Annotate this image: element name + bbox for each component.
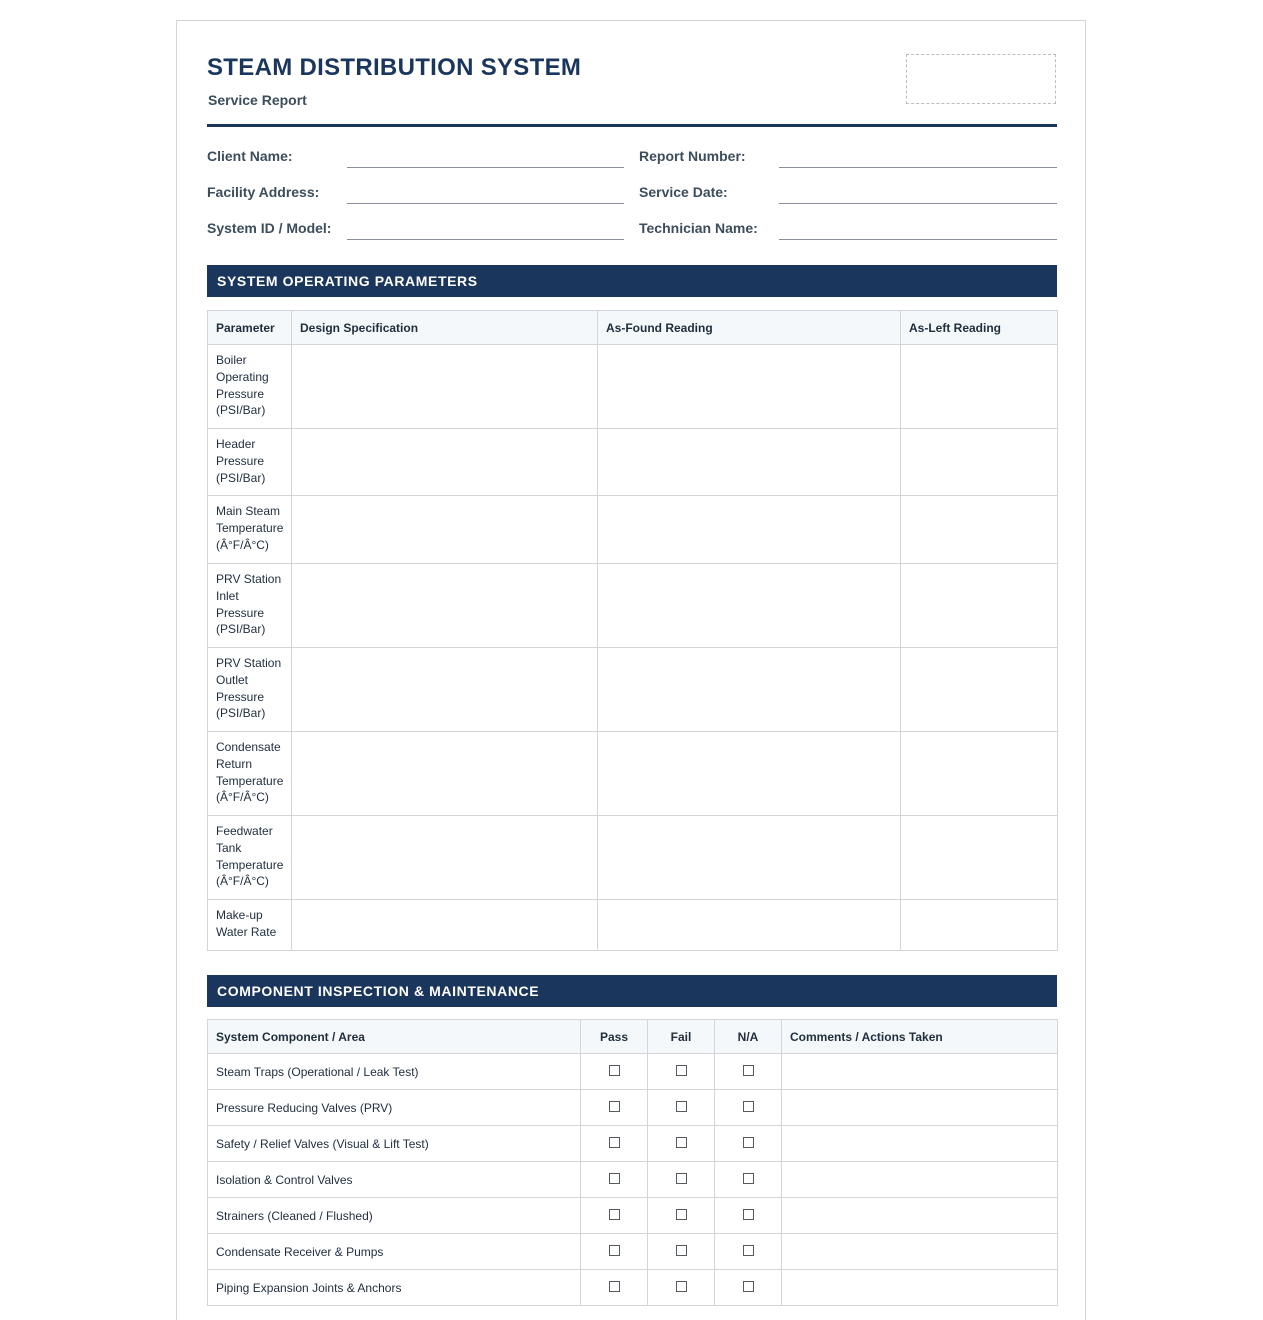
component-inspection-table <box>207 1019 1058 1306</box>
column-header: As-Found Reading <box>598 311 901 345</box>
table-row <box>208 1234 1058 1270</box>
parameter-name: PRV Station Inlet Pressure (PSI/Bar) <box>208 564 292 648</box>
design-spec-cell[interactable] <box>292 496 598 564</box>
fail-checkbox[interactable] <box>676 1245 687 1256</box>
service-date-field[interactable] <box>779 203 1057 204</box>
report-number-field[interactable] <box>779 167 1057 168</box>
technician-name-label: Technician Name: <box>639 220 758 236</box>
table-row <box>208 1198 1058 1234</box>
as-found-cell[interactable] <box>598 496 901 564</box>
table-row <box>208 900 1058 951</box>
as-left-cell[interactable] <box>901 345 1058 429</box>
pass-checkbox[interactable] <box>609 1281 620 1292</box>
comments-cell[interactable] <box>782 1126 1058 1162</box>
comments-cell[interactable] <box>782 1270 1058 1306</box>
na-checkbox[interactable] <box>743 1101 754 1112</box>
fail-checkbox[interactable] <box>676 1137 687 1148</box>
operating-parameters-table <box>207 310 1058 951</box>
pass-checkbox[interactable] <box>609 1137 620 1148</box>
component-name: Strainers (Cleaned / Flushed) <box>208 1198 581 1234</box>
table-row <box>208 648 1058 732</box>
design-spec-cell[interactable] <box>292 429 598 496</box>
component-name: Pressure Reducing Valves (PRV) <box>208 1090 581 1126</box>
table-header-row <box>208 311 1058 345</box>
design-spec-cell[interactable] <box>292 816 598 900</box>
column-header-pass: Pass <box>581 1020 648 1054</box>
operating-parameters-heading: SYSTEM OPERATING PARAMETERS <box>207 265 1057 297</box>
pass-checkbox[interactable] <box>609 1209 620 1220</box>
column-header: Design Specification <box>292 311 598 345</box>
as-found-cell[interactable] <box>598 564 901 648</box>
report-number-label: Report Number: <box>639 148 746 164</box>
table-row <box>208 1162 1058 1198</box>
as-left-cell[interactable] <box>901 732 1058 816</box>
table-row <box>208 1126 1058 1162</box>
component-name: Safety / Relief Valves (Visual & Lift Test) <box>208 1126 581 1162</box>
design-spec-cell[interactable] <box>292 564 598 648</box>
fail-checkbox[interactable] <box>676 1101 687 1112</box>
technician-name-field[interactable] <box>779 239 1057 240</box>
parameter-name: Boiler Operating Pressure (PSI/Bar) <box>208 345 292 429</box>
fail-checkbox[interactable] <box>676 1065 687 1076</box>
parameter-name: Main Steam Temperature (Â°F/Â°C) <box>208 496 292 564</box>
comments-cell[interactable] <box>782 1198 1058 1234</box>
as-found-cell[interactable] <box>598 816 901 900</box>
client-name-label: Client Name: <box>207 148 293 164</box>
table-row <box>208 732 1058 816</box>
column-header-na: N/A <box>715 1020 782 1054</box>
as-found-cell[interactable] <box>598 429 901 496</box>
parameter-name: PRV Station Outlet Pressure (PSI/Bar) <box>208 648 292 732</box>
comments-cell[interactable] <box>782 1054 1058 1090</box>
column-header: System Component / Area <box>208 1020 581 1054</box>
table-row <box>208 816 1058 900</box>
as-found-cell[interactable] <box>598 900 901 951</box>
fail-checkbox[interactable] <box>676 1209 687 1220</box>
table-row <box>208 564 1058 648</box>
facility-address-label: Facility Address: <box>207 184 320 200</box>
as-left-cell[interactable] <box>901 816 1058 900</box>
comments-cell[interactable] <box>782 1090 1058 1126</box>
component-inspection-heading: COMPONENT INSPECTION & MAINTENANCE <box>207 975 1057 1007</box>
parameter-name: Feedwater Tank Temperature (Â°F/Â°C) <box>208 816 292 900</box>
table-row <box>208 496 1058 564</box>
column-header: Parameter <box>208 311 292 345</box>
pass-checkbox[interactable] <box>609 1065 620 1076</box>
table-row <box>208 345 1058 429</box>
design-spec-cell[interactable] <box>292 900 598 951</box>
pass-checkbox[interactable] <box>609 1245 620 1256</box>
parameter-name: Condensate Return Temperature (Â°F/Â°C) <box>208 732 292 816</box>
table-row <box>208 1090 1058 1126</box>
pass-checkbox[interactable] <box>609 1173 620 1184</box>
pass-checkbox[interactable] <box>609 1101 620 1112</box>
component-name: Piping Expansion Joints & Anchors <box>208 1270 581 1306</box>
as-left-cell[interactable] <box>901 496 1058 564</box>
column-header: As-Left Reading <box>901 311 1058 345</box>
report-page <box>176 20 1086 1320</box>
table-row <box>208 1270 1058 1306</box>
na-checkbox[interactable] <box>743 1173 754 1184</box>
design-spec-cell[interactable] <box>292 345 598 429</box>
as-left-cell[interactable] <box>901 648 1058 732</box>
system-id-label: System ID / Model: <box>207 220 332 236</box>
table-row <box>208 429 1058 496</box>
header-divider <box>207 124 1057 127</box>
as-found-cell[interactable] <box>598 345 901 429</box>
column-header-fail: Fail <box>648 1020 715 1054</box>
parameter-name: Make-up Water Rate <box>208 900 292 951</box>
report-subtitle: Service Report <box>208 92 307 108</box>
component-name: Steam Traps (Operational / Leak Test) <box>208 1054 581 1090</box>
parameter-name: Header Pressure (PSI/Bar) <box>208 429 292 496</box>
facility-address-field[interactable] <box>347 203 624 204</box>
comments-cell[interactable] <box>782 1234 1058 1270</box>
fail-checkbox[interactable] <box>676 1281 687 1292</box>
fail-checkbox[interactable] <box>676 1173 687 1184</box>
as-left-cell[interactable] <box>901 429 1058 496</box>
na-checkbox[interactable] <box>743 1137 754 1148</box>
table-header-row <box>208 1020 1058 1054</box>
column-header: Comments / Actions Taken <box>782 1020 1058 1054</box>
component-name: Isolation & Control Valves <box>208 1162 581 1198</box>
logo-placeholder <box>906 54 1056 104</box>
as-left-cell[interactable] <box>901 900 1058 951</box>
na-checkbox[interactable] <box>743 1209 754 1220</box>
report-title: STEAM DISTRIBUTION SYSTEM <box>207 54 582 81</box>
design-spec-cell[interactable] <box>292 732 598 816</box>
service-date-label: Service Date: <box>639 184 728 200</box>
comments-cell[interactable] <box>782 1162 1058 1198</box>
as-found-cell[interactable] <box>598 732 901 816</box>
as-left-cell[interactable] <box>901 564 1058 648</box>
na-checkbox[interactable] <box>743 1281 754 1292</box>
system-id-field[interactable] <box>347 239 624 240</box>
as-found-cell[interactable] <box>598 648 901 732</box>
na-checkbox[interactable] <box>743 1065 754 1076</box>
client-name-field[interactable] <box>347 167 624 168</box>
na-checkbox[interactable] <box>743 1245 754 1256</box>
component-name: Condensate Receiver & Pumps <box>208 1234 581 1270</box>
table-row <box>208 1054 1058 1090</box>
design-spec-cell[interactable] <box>292 648 598 732</box>
